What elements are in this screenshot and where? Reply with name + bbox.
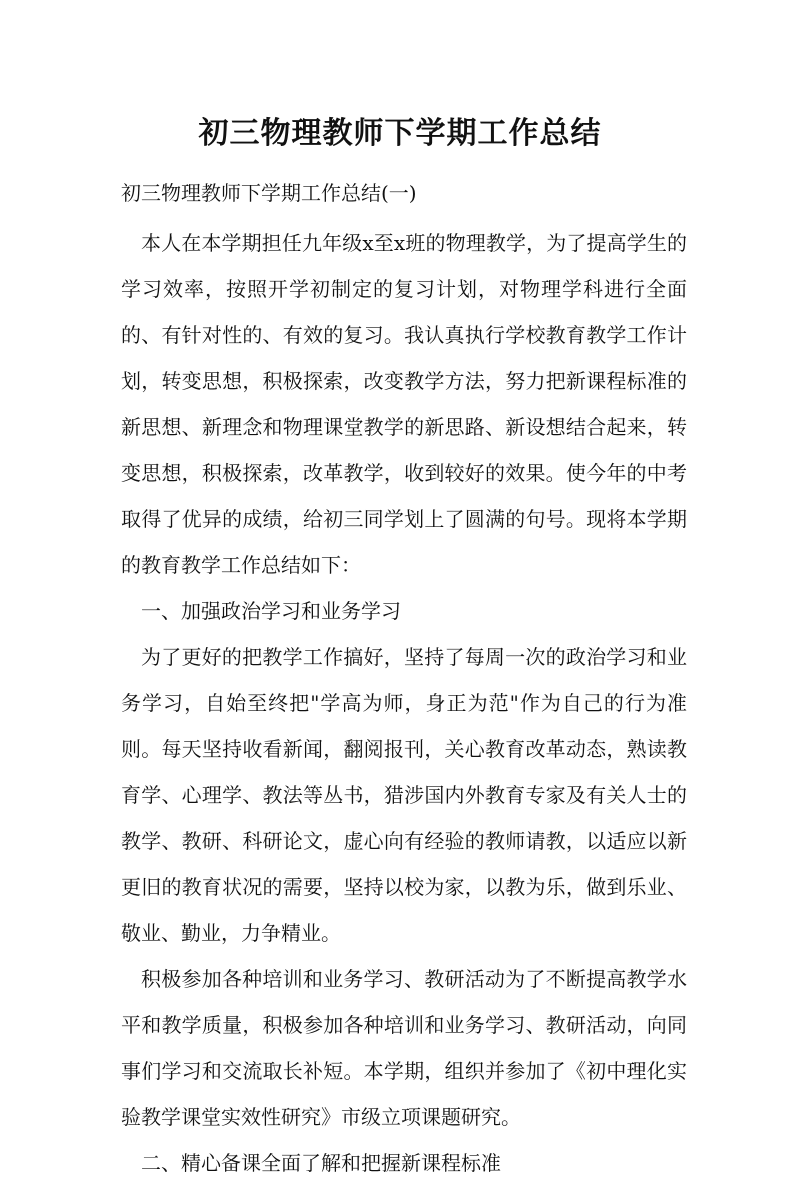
section-heading-2: 二、精心备课全面了解和把握新课程标准	[141, 1151, 501, 1175]
document-body	[121, 220, 687, 1186]
section-heading-1: 一、加强政治学习和业务学习	[141, 599, 401, 623]
training-paragraph: 积极参加各种培训和业务学习、教研活动为了不断提高教学水平和教学质量，积极参加各种培训和业务学习、教研活动，向同事们学习和交流取长补短。本学期，组织并参加了《初中理化实验教学课堂实效性研究》市级立项课题研究。	[121, 967, 687, 1129]
section-subtitle: 初三物理教师下学期工作总结(一)	[121, 181, 417, 205]
document-title: 初三物理教师下学期工作总结	[198, 116, 602, 151]
study-paragraph: 为了更好的把教学工作搞好，坚持了每周一次的政治学习和业务学习，自始至终把"学高为师，身正为范"作为自己的行为准则。每天坚持收看新闻，翻阅报刊，关心教育改革动态，熟读教育学、心理学、教法等丛书，猎涉国内外教育专家及有关人士的教学、教研、科研论文，虚心向有经验的教师请教，以适应以新更旧的教育状况的需要，坚持以校为家，以教为乐，做到乐业、敬业、勤业，力争精业。	[121, 645, 687, 945]
intro-paragraph: 本人在本学期担任九年级x至x班的物理教学，为了提高学生的学习效率，按照开学初制定的复习计划，对物理学科进行全面的、有针对性的、有效的复习。我认真执行学校教育教学工作计划，转变思想，积极探索，改变教学方法，努力把新课程标准的新思想、新理念和物理课堂教学的新思路、新设想结合起来，转变思想，积极探索，改革教学，收到较好的效果。使今年的中考取得了优异的成绩，给初三同学划上了圆满的句号。现将本学期的教育教学工作总结如下：	[121, 231, 687, 577]
